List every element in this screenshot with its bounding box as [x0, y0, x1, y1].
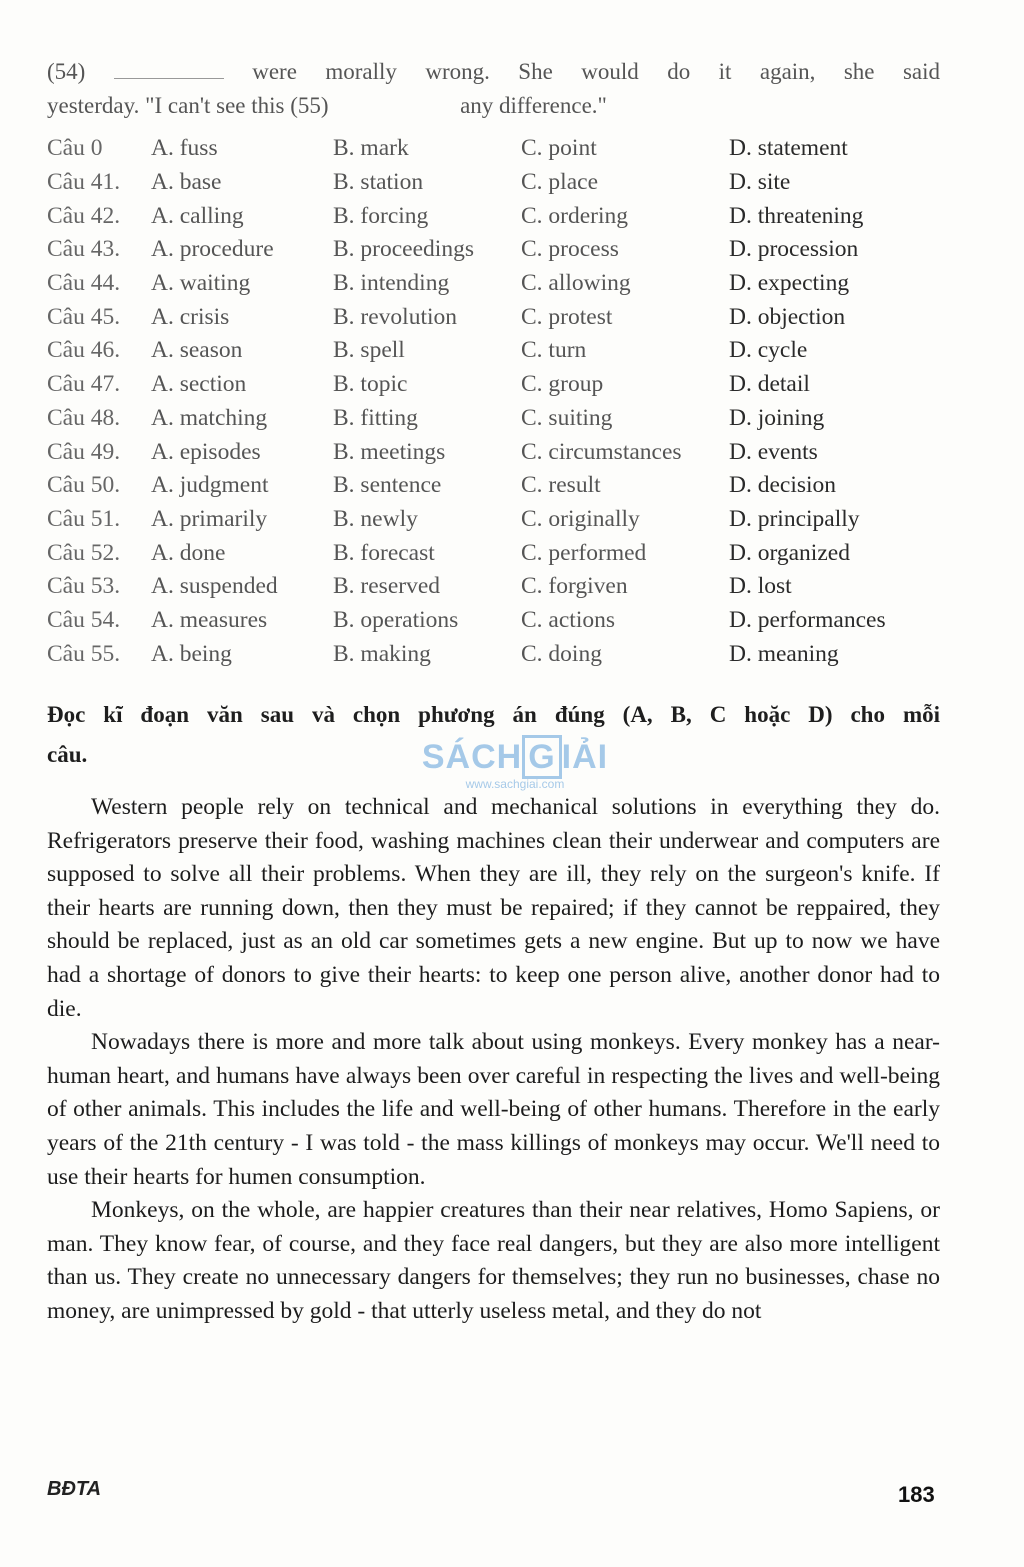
option-b: B. forecast [333, 539, 435, 566]
option-a: A. primarily [151, 505, 268, 532]
option-b: B. newly [333, 505, 418, 532]
question-number: Câu 46. [47, 337, 121, 364]
option-b: B. sentence [333, 472, 442, 499]
section-instruction [47, 695, 940, 775]
option-b: B. mark [333, 135, 409, 162]
option-a: A. suspended [151, 573, 278, 600]
option-a: A. measures [151, 606, 268, 633]
option-a: A. fuss [151, 135, 218, 162]
option-a: A. done [151, 539, 226, 566]
option-a: A. judgment [151, 472, 269, 499]
intro-line-2-start: yesterday. "I can't see this (55) [47, 93, 329, 118]
option-a: A. section [151, 371, 247, 398]
option-d: D. objection [729, 303, 846, 330]
option-d: D. statement [729, 135, 848, 162]
footer-book-code: BĐTA [47, 1478, 102, 1500]
option-b: B. reserved [333, 573, 441, 600]
intro-line-1 [47, 55, 940, 89]
question-number: Câu 52. [47, 539, 121, 566]
option-c: C. actions [521, 606, 615, 633]
option-a: A. season [151, 337, 243, 364]
instruction-line-2: câu. [47, 742, 88, 767]
option-c: C. result [521, 472, 601, 499]
option-d: D. site [729, 169, 791, 196]
question-row [47, 570, 886, 604]
option-b: B. revolution [333, 303, 458, 330]
option-d: D. decision [729, 472, 837, 499]
intro-line-1-end: were morally wrong. She would do it again, she said [252, 59, 941, 84]
question-number: Câu 53. [47, 573, 121, 600]
option-b: B. station [333, 169, 424, 196]
option-c: C. doing [521, 640, 602, 667]
question-row [47, 503, 886, 537]
option-c: C. circumstances [521, 438, 682, 465]
question-row [47, 267, 886, 301]
question-row [47, 233, 886, 267]
option-b: B. proceedings [333, 236, 474, 263]
question-row [47, 334, 886, 368]
option-d: D. organized [729, 539, 850, 566]
intro-line-1-start: (54) [47, 59, 86, 84]
option-c: C. group [521, 371, 604, 398]
question-number: Câu 51. [47, 505, 121, 532]
question-number: Câu 42. [47, 202, 121, 229]
option-a: A. crisis [151, 303, 230, 330]
question-row [47, 637, 886, 671]
question-number: Câu 54. [47, 606, 121, 633]
option-a: A. matching [151, 404, 268, 431]
question-row [47, 166, 886, 200]
option-d: D. procession [729, 236, 859, 263]
question-row [47, 469, 886, 503]
question-row [47, 536, 886, 570]
intro-line-2 [47, 89, 940, 123]
option-d: D. cycle [729, 337, 808, 364]
instruction-line-1: Đọc kĩ đoạn văn sau và chọn phương án đúng (A, B, C hoặc D) cho mỗi [47, 702, 940, 727]
option-a: A. being [151, 640, 232, 667]
option-c: C. ordering [521, 202, 629, 229]
reading-passage [47, 791, 940, 1329]
option-b: B. forcing [333, 202, 429, 229]
intro-line-2-end: any difference." [460, 93, 607, 118]
option-d: D. joining [729, 404, 825, 431]
option-b: B. making [333, 640, 431, 667]
option-a: A. waiting [151, 270, 251, 297]
option-c: C. point [521, 135, 597, 162]
question-number: Câu 43. [47, 236, 121, 263]
question-number: Câu 47. [47, 371, 121, 398]
question-number: Câu 0 [47, 135, 103, 162]
question-number: Câu 44. [47, 270, 121, 297]
question-number: Câu 50. [47, 472, 121, 499]
option-a: A. episodes [151, 438, 261, 465]
option-b: B. fitting [333, 404, 418, 431]
option-c: C. originally [521, 505, 640, 532]
option-a: A. procedure [151, 236, 274, 263]
option-d: D. meaning [729, 640, 839, 667]
option-c: C. protest [521, 303, 613, 330]
passage-paragraph-1: Western people rely on technical and mechanical solutions in everything they do. Refrigerators preserve their food, washing machines clean their underwear and computers are supposed to solve all their problems. When they are ill, they rely on the surgeon's knife. If their hearts are running down, then they must be repaired; if they cannot be reppaired, they should be replaced, just as an old car sometimes gets a new engine. But up to now we have had a shortage of donors to give their hearts: to keep one person alive, another donor had to die. [47, 794, 940, 1022]
option-c: C. turn [521, 337, 587, 364]
passage-paragraph-3: Monkeys, on the whole, are happier creatures than their near relatives, Homo Sapiens, or man. They know fear, of course, and they face real dangers, but they are also more intelligent than us. They create no unnecessary dangers for themselves; they run no businesses, chase no money, are unimpressed by gold - that utterly useless metal, and they do not [47, 1197, 940, 1324]
option-b: B. intending [333, 270, 450, 297]
option-b: B. spell [333, 337, 405, 364]
option-b: B. topic [333, 371, 408, 398]
option-d: D. threatening [729, 202, 864, 229]
page-content [47, 55, 940, 1329]
question-row [47, 402, 886, 436]
question-row [47, 199, 886, 233]
question-row [47, 368, 886, 402]
question-number: Câu 45. [47, 303, 121, 330]
option-d: D. expecting [729, 270, 850, 297]
option-d: D. detail [729, 371, 810, 398]
page-number: 183 [898, 1482, 935, 1507]
question-number: Câu 55. [47, 640, 121, 667]
answer-options-table [47, 132, 886, 671]
option-b: B. operations [333, 606, 459, 633]
intro-text [47, 55, 940, 123]
option-d: D. performances [729, 606, 886, 633]
answer-blank-54 [114, 60, 224, 79]
option-b: B. meetings [333, 438, 446, 465]
option-c: C. suiting [521, 404, 613, 431]
option-a: A. calling [151, 202, 244, 229]
question-row [47, 604, 886, 638]
question-number: Câu 48. [47, 404, 121, 431]
option-c: C. place [521, 169, 598, 196]
question-number: Câu 49. [47, 438, 121, 465]
question-row [47, 132, 886, 166]
option-c: C. process [521, 236, 619, 263]
option-c: C. allowing [521, 270, 631, 297]
option-c: C. performed [521, 539, 647, 566]
option-d: D. lost [729, 573, 792, 600]
question-row [47, 435, 886, 469]
watermark-url: www.sachgiai.com [465, 777, 565, 791]
watermark-g-box: G [522, 735, 561, 779]
option-c: C. forgiven [521, 573, 628, 600]
option-d: D. principally [729, 505, 860, 532]
option-d: D. events [729, 438, 818, 465]
question-row [47, 300, 886, 334]
question-number: Câu 41. [47, 169, 121, 196]
option-a: A. base [151, 169, 222, 196]
watermark-brand: SÁCH G IẢI [410, 735, 620, 779]
passage-paragraph-2: Nowadays there is more and more talk about using monkeys. Every monkey has a near-human heart, and humans have always been over careful in respecting the lives and well-being of other animals. This includes the life and well-being of other humans. Therefore in the early years of the 21th century - I was told - the mass killings of monkeys may occur. We'll need to use their hearts for humen consumption. [47, 1029, 940, 1190]
answer-blank-55 [334, 95, 454, 113]
